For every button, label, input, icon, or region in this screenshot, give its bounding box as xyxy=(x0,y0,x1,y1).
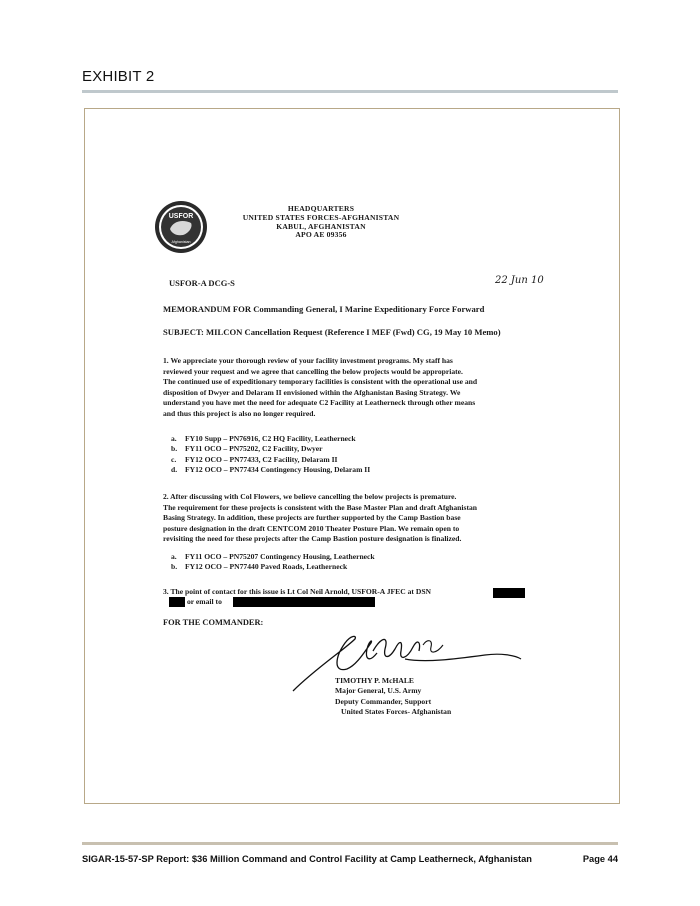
memo-date: 22 Jun 10 xyxy=(495,275,544,286)
list-text: FY11 OCO – PN75207 Contingency Housing, Leatherneck xyxy=(185,552,375,561)
memorandum-for: MEMORANDUM FOR Commanding General, I Marine Expeditionary Force Forward xyxy=(163,304,485,314)
redaction-block xyxy=(493,588,525,598)
signer-name: TIMOTHY P. McHALE xyxy=(335,676,414,685)
signer-rank: Major General, U.S. Army xyxy=(335,686,422,696)
letterhead-line: APO AE 09356 xyxy=(295,230,347,240)
paragraph-line: 1. We appreciate your thorough review of your facility investment programs. My staff has xyxy=(163,356,453,365)
exhibit-frame xyxy=(84,108,620,804)
exhibit-title: EXHIBIT 2 xyxy=(82,68,155,85)
paragraph-line: disposition of Dwyer and Delaram II envisioned within the Afghanistan Basing Strategy. We xyxy=(163,387,461,397)
paragraph-line: posture designation in the draft CENTCOM 2010 Theater Posture Plan. We remain open to xyxy=(163,523,460,533)
paragraph-line: reviewed your request and we agree that cancelling the below projects would be appropriate. xyxy=(163,366,463,376)
paragraph-line: Basing Strategy. In addition, these projects are further supported by the Camp Bastion base xyxy=(163,513,461,523)
signer-title: Deputy Commander, Support xyxy=(335,696,432,706)
paragraph-2 xyxy=(163,492,553,545)
list-item xyxy=(171,552,375,562)
list-item xyxy=(171,444,370,454)
footer-report-title: SIGAR-15-57-SP Report: $36 Million Command and Control Facility at Camp Leatherneck, Afghanistan xyxy=(82,854,532,864)
redaction-block xyxy=(233,597,375,607)
seal-text-top: USFOR xyxy=(168,213,194,220)
list-text: FY10 Supp – PN76916, C2 HQ Facility, Leatherneck xyxy=(185,434,356,443)
list-text: FY11 OCO – PN75202, C2 Facility, Dwyer xyxy=(185,444,323,454)
list-item xyxy=(171,562,375,572)
project-list-cancel xyxy=(171,434,370,476)
paragraph-line: understand you have met the need for adequate C2 Facility at Leatherneck through other means xyxy=(163,398,476,408)
redaction-block xyxy=(169,597,185,607)
list-text: FY12 OCO – PN77434 Contingency Housing, Delaram II xyxy=(185,465,371,475)
signature-block xyxy=(335,676,451,718)
letterhead xyxy=(231,205,411,240)
list-letter: a. xyxy=(171,552,177,561)
list-item xyxy=(171,434,370,444)
for-the-commander: FOR THE COMMANDER: xyxy=(163,618,264,627)
list-text: FY12 OCO – PN77440 Paved Roads, Leatherneck xyxy=(185,562,348,572)
memo-document xyxy=(85,109,619,803)
list-text: FY12 OCO – PN77433, C2 Facility, Delaram II xyxy=(185,454,338,464)
seal-text-bottom: Afghanistan xyxy=(171,240,191,244)
header-rule xyxy=(82,90,618,93)
usfor-seal-icon xyxy=(153,199,209,255)
list-item xyxy=(171,455,370,465)
letterhead-line: UNITED STATES FORCES-AFGHANISTAN xyxy=(242,212,400,222)
list-letter: b. xyxy=(171,562,178,572)
list-letter: d. xyxy=(171,465,178,475)
paragraph-line: revisiting the need for these projects after the Camp Bastion posture designation is finalized. xyxy=(163,534,462,544)
paragraph-line: and thus this project is also no longer required. xyxy=(163,408,316,418)
paragraph-3-line-2: or email to xyxy=(187,597,222,606)
letterhead-line: KABUL, AFGHANISTAN xyxy=(276,221,366,231)
list-item xyxy=(171,465,370,475)
footer-rule xyxy=(82,842,618,845)
list-letter: b. xyxy=(171,444,178,454)
signer-organization: United States Forces- Afghanistan xyxy=(341,707,452,717)
paragraph-line: 2. After discussing with Col Flowers, we believe cancelling the below projects is premature. xyxy=(163,492,457,501)
page-number: Page 44 xyxy=(582,854,618,864)
list-letter: a. xyxy=(171,434,177,443)
list-letter: c. xyxy=(171,454,177,464)
paragraph-3: 3. The point of contact for this issue is Lt Col Neil Arnold, USFOR-A JFEC at DSN xyxy=(163,587,432,596)
letterhead-line: HEADQUARTERS xyxy=(287,204,355,213)
paragraph-line: The continued use of expeditionary temporary facilities is consistent with the operational use and xyxy=(163,377,478,387)
paragraph-line: The requirement for these projects is consistent with the Base Master Plan and draft Afghanistan xyxy=(163,502,478,512)
project-list-retain xyxy=(171,552,375,573)
paragraph-1 xyxy=(163,356,553,420)
memo-subject: SUBJECT: MILCON Cancellation Request (Reference I MEF (Fwd) CG, 19 May 10 Memo) xyxy=(163,327,501,337)
office-symbol: USFOR-A DCG-S xyxy=(169,278,235,288)
